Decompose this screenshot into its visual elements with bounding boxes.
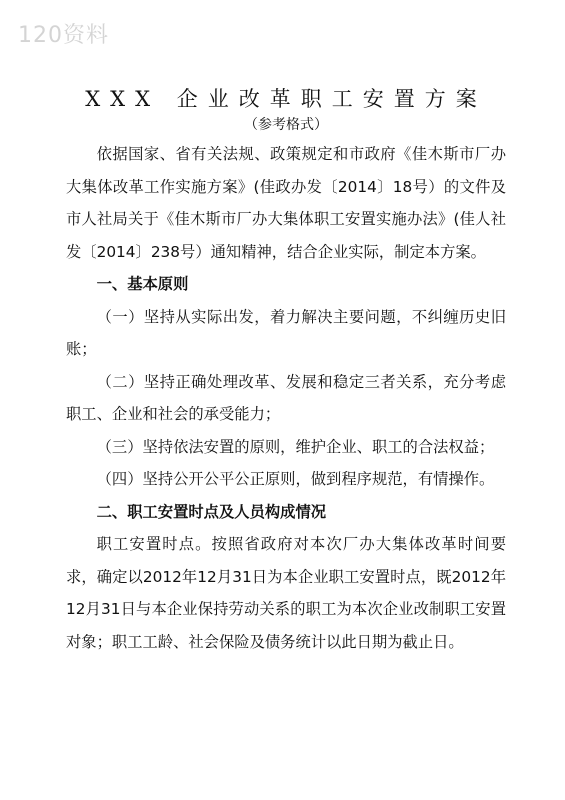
- principle-item: （一）坚持从实际出发，着力解决主要问题，不纠缠历史旧账；: [66, 307, 506, 358]
- document-page: [66, 84, 506, 658]
- intro-paragraph: 依据国家、省有关法规、政策规定和市政府《佳木斯市厂办大集体改革工作实施方案》(佳政办发〔2014〕18号）的文件及市人社局关于《佳木斯市厂办大集体职工安置实施办法》(佳人社发〔2014〕238号）通知精神，结合企业实际，制定本方案。: [66, 145, 506, 261]
- watermark: 120资料: [18, 23, 109, 48]
- placement-paragraph: 职工安置时点。按照省政府对本次厂办大集体改革时间要求，确定以2012年12月31日为本企业职工安置时点，既2012年12月31日与本企业保持劳动关系的职工为本次企业改制职工安置对象；职工工龄、社会保险及债务统计以此日期为截止日。: [66, 535, 506, 651]
- principle-item: （三）坚持依法安置的原则，维护企业、职工的合法权益；: [96, 437, 495, 456]
- principle-item: （二）坚持正确处理改革、发展和稳定三者关系，充分考虑职工、企业和社会的承受能力；: [66, 372, 506, 423]
- section-heading-placement: 二、职工安置时点及人员构成情况: [96, 502, 327, 521]
- document-subtitle: （参考格式）: [244, 117, 328, 133]
- document-title: XXX 企业改革职工安置方案: [85, 87, 487, 111]
- section-heading-principles: 一、基本原则: [96, 275, 189, 293]
- principle-item: （四）坚持公开公平公正原则，做到程序规范，有情操作。: [96, 470, 495, 488]
